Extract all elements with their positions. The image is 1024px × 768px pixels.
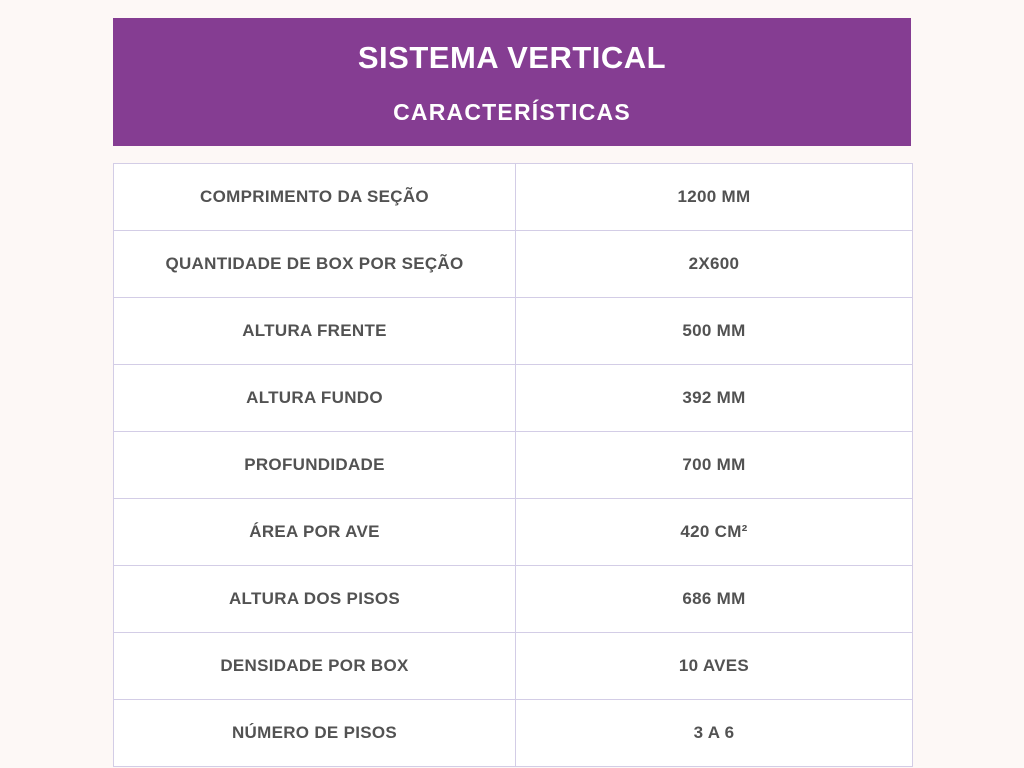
row-value: 700 MM <box>516 432 913 499</box>
table-row <box>114 499 913 566</box>
row-label: ALTURA FUNDO <box>114 365 516 432</box>
table-row <box>114 298 913 365</box>
header-banner <box>113 18 911 146</box>
page-title: SISTEMA VERTICAL <box>357 40 667 75</box>
row-label: NÚMERO DE PISOS <box>114 700 516 767</box>
row-value: 420 CM² <box>516 499 913 566</box>
table-row <box>114 231 913 298</box>
row-value: 1200 MM <box>516 164 913 231</box>
table-row <box>114 365 913 432</box>
row-value: 500 MM <box>516 298 913 365</box>
table-row <box>114 633 913 700</box>
table-row <box>114 700 913 767</box>
row-value: 686 MM <box>516 566 913 633</box>
row-label: DENSIDADE POR BOX <box>114 633 516 700</box>
table-row <box>114 164 913 231</box>
row-value: 10 AVES <box>516 633 913 700</box>
page-subtitle: CARACTERÍSTICAS <box>393 99 631 125</box>
row-value: 392 MM <box>516 365 913 432</box>
row-label: ALTURA FRENTE <box>114 298 516 365</box>
table-row <box>114 566 913 633</box>
row-label: COMPRIMENTO DA SEÇÃO <box>114 164 516 231</box>
specs-table <box>113 163 913 767</box>
row-value: 3 A 6 <box>516 700 913 767</box>
table-row <box>114 432 913 499</box>
row-label: QUANTIDADE DE BOX POR SEÇÃO <box>114 231 516 298</box>
row-label: ÁREA POR AVE <box>114 499 516 566</box>
row-label: PROFUNDIDADE <box>114 432 516 499</box>
row-label: ALTURA DOS PISOS <box>114 566 516 633</box>
row-value: 2X600 <box>516 231 913 298</box>
